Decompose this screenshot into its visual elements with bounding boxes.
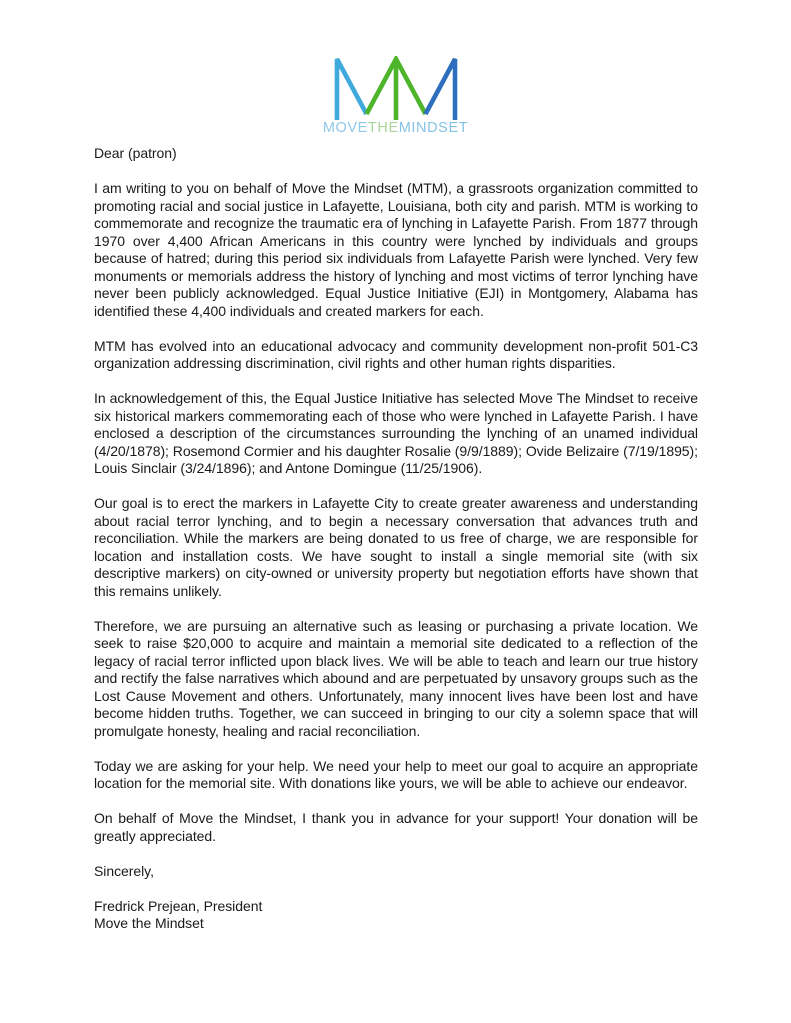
mtm-logo xyxy=(0,0,791,136)
letter-paragraph: On behalf of Move the Mindset, I thank you in advance for your support! Your donation will be greatly appreciated. xyxy=(94,810,698,844)
mtm-monogram-icon xyxy=(334,56,458,120)
letter-paragraph: In acknowledgement of this, the Equal Justice Initiative has selected Move The Mindset to receive six historical markers commemorating each of those who were lynched in Lafayette Parish. I have enclosed a description of the circumstances surrounding the lynching of an unamed individual (4/20/1878); Rosemond Cormier and his daughter Rosalie (9/9/1889); Ovide Belizaire (7/19/1895); Louis Sinclair (3/24/1896); and Antone Domingue (11/25/1906). xyxy=(94,390,698,476)
mtm-wordmark xyxy=(0,121,791,136)
signature-name: Fredrick Prejean, President xyxy=(94,897,263,914)
wordmark-mindset: MINDSET xyxy=(398,120,469,136)
letter-paragraph: Therefore, we are pursuing an alternative such as leasing or purchasing a private location. We seek to raise $20,000 to acquire and maintain a memorial site dedicated to a reflection of the legacy of racial terror inflicted upon black lives. We will be able to teach and learn our true history and rectify the false narratives which abound and are perpetuated by unsavory groups such as the Lost Cause Movement and others. Unfortunately, many innocent lives have been lost and have become hidden truths. Together, we can succeed in bringing to our city a solemn space that will promulgate honesty, healing and racial reconciliation. xyxy=(94,617,698,739)
closing: Sincerely, xyxy=(94,862,154,879)
letter-paragraph: I am writing to you on behalf of Move the Mindset (MTM), a grassroots organization committed to promoting racial and social justice in Lafayette, Louisiana, both city and parish. MTM is working to commemorate and recognize the traumatic era of lynching in Lafayette Parish. From 1877 through 1970 over 4,400 African Americans in this country were lynched by individuals and groups because of hatred; during this period six individuals from Lafayette Parish were lynched. Very few monuments or memorials address the history of lynching and most victims of terror lynching have never been publicly acknowledged. Equal Justice Initiative (EJI) in Montgomery, Alabama has identified these 4,400 individuals and created markers for each. xyxy=(94,180,698,319)
letter-body xyxy=(94,145,698,933)
letter-paragraph: Today we are asking for your help. We need your help to meet our goal to acquire an appropriate location for the memorial site. With donations like yours, we will be able to achieve our endeavor. xyxy=(94,757,698,791)
salutation: Dear (patron) xyxy=(94,145,177,161)
wordmark-move: MOVE xyxy=(322,120,368,136)
wordmark-the: THE xyxy=(367,120,399,136)
signature-org: Move the Mindset xyxy=(94,915,204,931)
letter-paragraph: Our goal is to erect the markers in Lafayette City to create greater awareness and understanding about racial terror lynching, and to begin a necessary conversation that advances truth and reconciliation. While the markers are being donated to us free of charge, we are responsible for location and installation costs. We have sought to install a single memorial site (with six descriptive markers) on city-owned or university property but negotiation efforts have shown that this remains unlikely. xyxy=(94,495,698,599)
letter-paragraph: MTM has evolved into an educational advocacy and community development non-profit 501-C3 organization addressing discrimination, civil rights and other human rights disparities. xyxy=(94,337,698,371)
